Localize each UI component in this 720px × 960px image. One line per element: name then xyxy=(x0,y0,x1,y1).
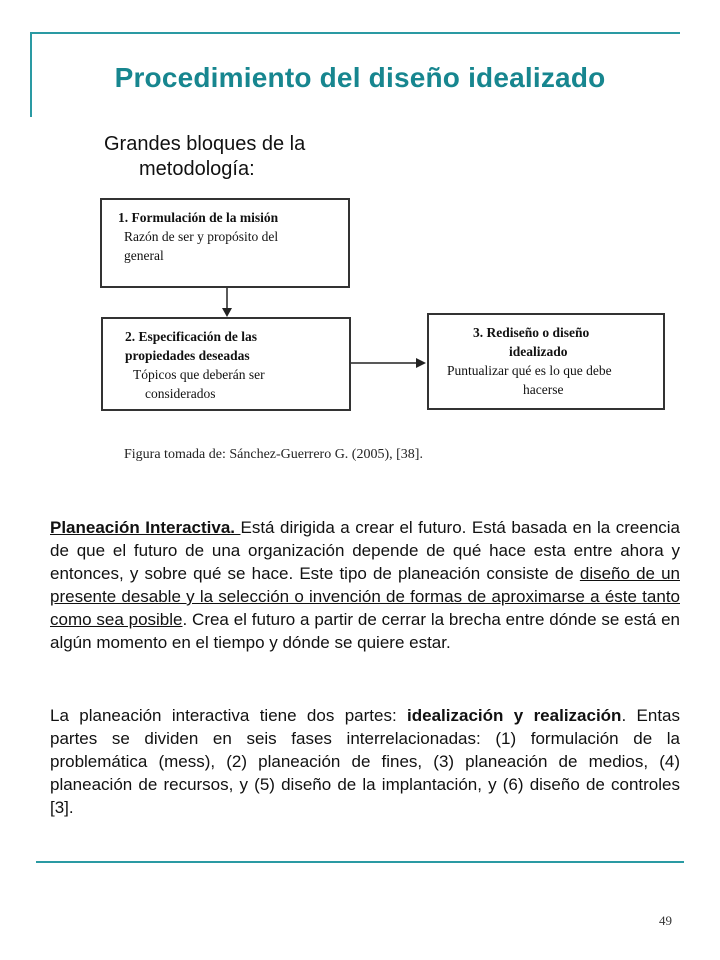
subtitle-line-1: Grandes bloques de la xyxy=(104,133,306,155)
paragraph1-term: Planeación Interactiva. xyxy=(50,518,241,537)
paragraph1-underlined: diseño de un presente desable y la selección o invención de formas de aproximarse a éste tanto como sea posible xyxy=(50,564,680,629)
diagram-box-mission xyxy=(100,198,350,288)
paragraph2-bold: idealización y realización xyxy=(407,706,622,725)
page-title: Procedimiento del diseño idealizado xyxy=(114,62,606,93)
diagram-box-redesign xyxy=(427,313,665,410)
box3-text-2: hacerse xyxy=(523,382,564,397)
box3-text-1: Puntualizar qué es lo que debe xyxy=(447,363,612,378)
box2-heading-1: 2. Especificación de las xyxy=(125,329,257,344)
box1-heading: 1. Formulación de la misión xyxy=(118,210,279,225)
page-number: 49 xyxy=(659,913,672,928)
box2-text-1: Tópicos que deberán ser xyxy=(133,367,265,382)
subtitle-line-2: metodología: xyxy=(139,158,255,180)
figure-caption: Figura tomada de: Sánchez-Guerrero G. (2005), [38]. xyxy=(124,447,423,462)
box3-heading-2: idealizado xyxy=(509,344,568,359)
paragraph2-text-1: La planeación interactiva tiene dos partes: xyxy=(50,706,408,725)
box1-text-2: general xyxy=(124,248,164,263)
box3-heading-1: 3. Rediseño o diseño xyxy=(473,325,590,340)
paragraph-two-parts xyxy=(50,704,680,819)
paragraph2-text-2: . Entas partes se dividen en seis fases interrelacionadas: (1) formulación de la problemática (mess), (2) planeación de fines, (3) planeación de medios, (4) planeación de recursos, y (5) diseño de la implantación, y (6) diseño de controles [3]. xyxy=(50,706,681,817)
arrow-right-head xyxy=(416,358,426,368)
paragraph1-text-1: Está dirigida a crear el futuro. Está basada en la creencia de que el futuro de una organización depende de qué hace esta entre ahora y entonces, y sobre qué se hace. Este tipo de planeación consiste de xyxy=(50,518,680,583)
box1-text-1: Razón de ser y propósito del xyxy=(124,229,279,244)
frame-bottom-line xyxy=(36,861,684,863)
box2-text-2: considerados xyxy=(145,386,216,401)
arrow-down-head xyxy=(222,308,232,317)
box2-heading-2: propiedades deseadas xyxy=(125,348,250,363)
paragraph1-text-2: . Crea el futuro a partir de cerrar la brecha entre dónde se está en algún momento en el tiempo y dónde se quiere estar. xyxy=(50,610,680,652)
diagram-box-properties xyxy=(101,317,351,411)
paragraph-interactive-planning xyxy=(50,516,680,654)
